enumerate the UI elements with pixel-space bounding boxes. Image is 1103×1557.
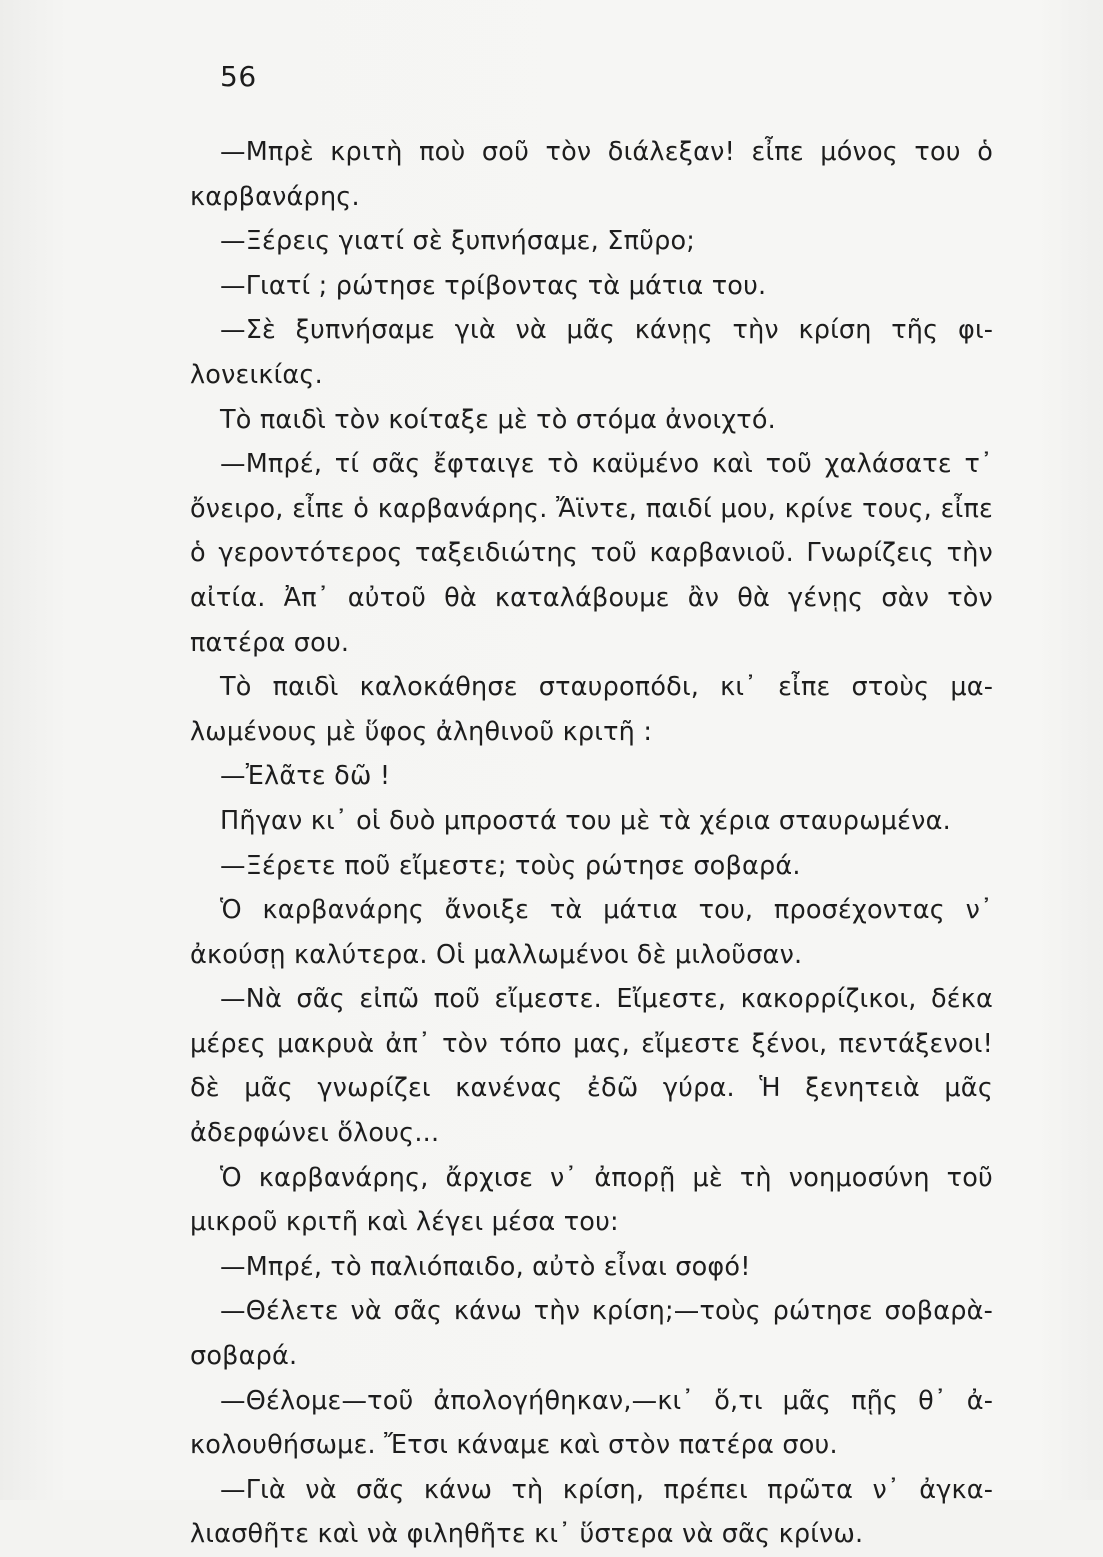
- page-text: [190, 130, 993, 1557]
- paragraph: Τὸ παιδὶ καλοκάθησε σταυροπόδι, κι᾽ εἶπε στοὺς μαλωμένους μὲ ὕφος ἀληθινοῦ κριτῆ :: [190, 672, 993, 747]
- page-number: 56: [220, 60, 257, 93]
- paragraph: —Ξέρεις γιατί σὲ ξυπνήσαμε, Σπῦρο;: [220, 226, 696, 257]
- paragraph: Ὁ καρβανάρης ἄνοιξε τὰ μάτια του, προσέχοντας ν᾽ ἀκούσῃ καλύτερα. Οἱ μαλλωμένοι δὲ μιλοῦσαν.: [190, 895, 993, 970]
- paragraph: —Γιὰ νὰ σᾶς κάνω τὴ κρίση, πρέπει πρῶτα ν᾽ ἀγκαλιασθῆτε καὶ νὰ φιληθῆτε κι᾽ ὕστερα νὰ σᾶς κρίνω.: [190, 1474, 993, 1550]
- paragraph: —Ἐλᾶτε δῶ !: [220, 761, 391, 792]
- paragraph: —Θέλομε—τοῦ ἀπολογήθηκαν,—κι᾽ ὅ,τι μᾶς πῇς θ᾽ ἀκολουθήσωμε. Ἔτσι κάναμε καὶ στὸν πατέρα σου.: [190, 1385, 993, 1461]
- paragraph: Πῆγαν κι᾽ οἱ δυὸ μπροστά του μὲ τὰ χέρια σταυρωμένα.: [220, 805, 951, 836]
- paragraph: —Μπρέ, τί σᾶς ἔφταιγε τὸ καϋμένο καὶ τοῦ χαλάσατε τ᾽ ὄνειρο, εἶπε ὁ καρβανάρης. Ἄϊντε, παιδί μου, κρίνε τους, εἶπε ὁ γεροντότερος ταξειδιώτης τοῦ καρβανιοῦ. Γνωρίζεις τὴν αἰτία. Ἀπ᾽ αὐτοῦ θὰ καταλάβουμε ἂν θὰ γένῃς σὰν τὸν πατέρα σου.: [190, 449, 993, 658]
- paragraph: —Θέλετε νὰ σᾶς κάνω τὴν κρίση;—τοὺς ρώτησε σοβαρὰ-σοβαρά.: [190, 1296, 993, 1372]
- paragraph: —Νὰ σᾶς εἰπῶ ποῦ εἴμεστε. Εἴμεστε, κακορρίζικοι, δέκα μέρες μακρυὰ ἀπ᾽ τὸν τόπο μας, εἴμεστε ξένοι, πεντάξενοι! δὲ μᾶς γνωρίζει κανένας ἐδῶ γύρα. Ἡ ξενητειὰ μᾶς ἀδερφώνει ὅλους...: [190, 984, 993, 1149]
- paragraph: —Ξέρετε ποῦ εἴμεστε; τοὺς ρώτησε σοβαρά.: [220, 850, 801, 881]
- paragraph: Ὁ καρβανάρης, ἄρχισε ν᾽ ἀπορῇ μὲ τὴ νοημοσύνη τοῦ μικροῦ κριτῆ καὶ λέγει μέσα του:: [190, 1162, 993, 1238]
- paragraph: —Σὲ ξυπνήσαμε γιὰ νὰ μᾶς κάνῃς τὴν κρίση τῆς φιλονεικίας.: [190, 315, 993, 390]
- paragraph: —Γιατί ; ρώτησε τρίβοντας τὰ μάτια του.: [220, 270, 767, 301]
- paragraph: Τὸ παιδὶ τὸν κοίταξε μὲ τὸ στόμα ἀνοιχτό.: [220, 404, 776, 435]
- paragraph: —Μπρέ, τὸ παλιόπαιδο, αὐτὸ εἶναι σοφό!: [220, 1251, 751, 1282]
- paragraph: —Μπρὲ κριτὴ ποὺ σοῦ τὸν διάλεξαν! εἶπε μόνος του ὁ καρβανάρης.: [190, 137, 993, 212]
